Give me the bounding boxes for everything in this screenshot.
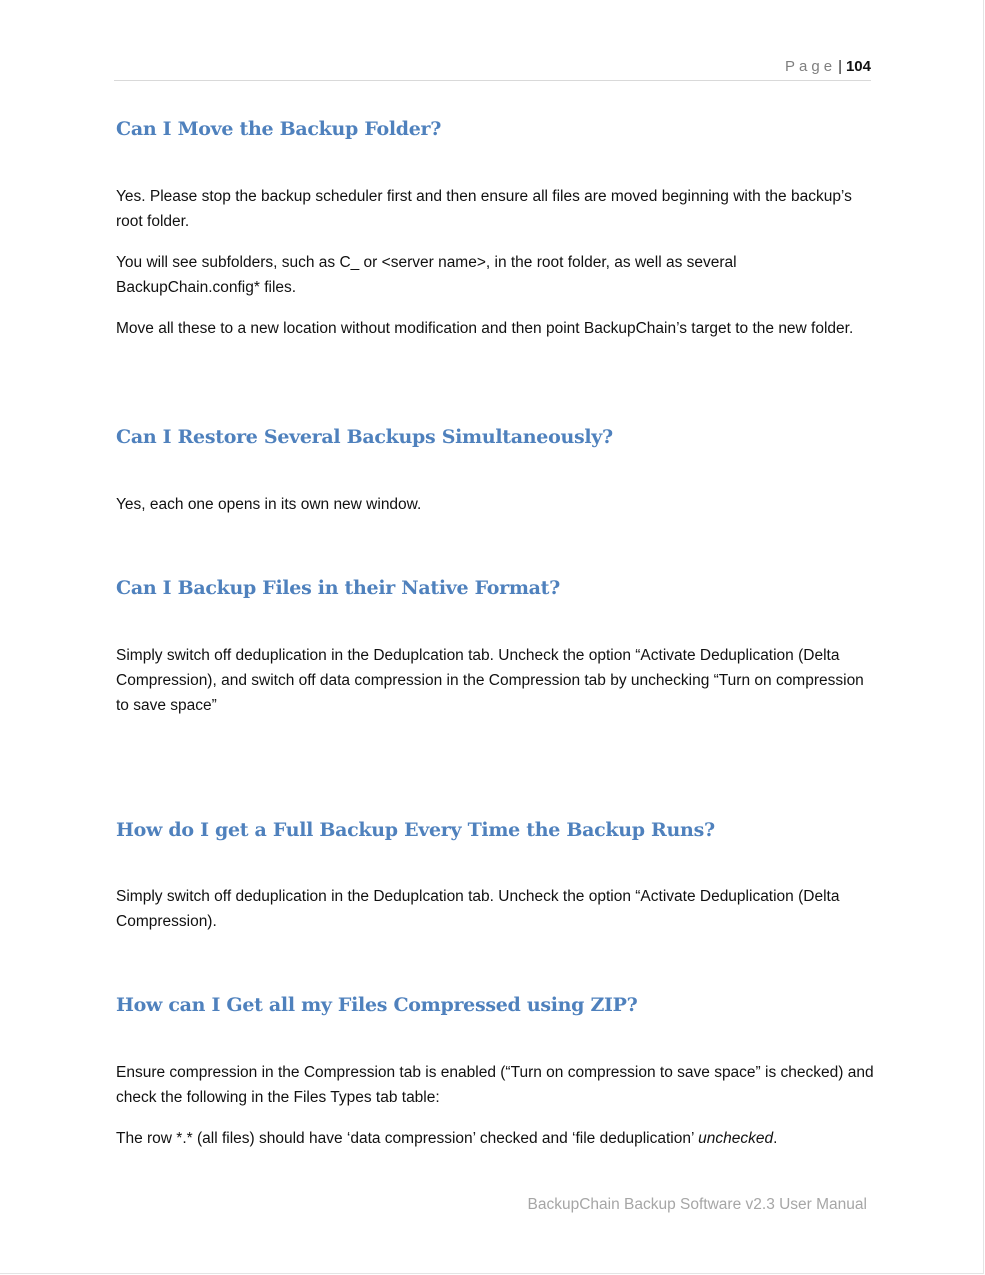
page-separator: | <box>838 58 842 75</box>
paragraph: Simply switch off deduplication in the Deduplcation tab. Uncheck the option “Activate Deduplication (Delta Compression). <box>116 888 840 930</box>
paragraph: Move all these to a new location without modification and then point BackupChain’s target to the new folder. <box>116 320 854 337</box>
paragraph: You will see subfolders, such as C_ or <server name>, in the root folder, as well as several BackupChain.config* files. <box>116 254 737 296</box>
section-heading-move-backup-folder: Can I Move the Backup Folder? <box>116 118 442 140</box>
section-heading-native-format: Can I Backup Files in their Native Format? <box>116 577 560 599</box>
paragraph: Ensure compression in the Compression tab is enabled (“Turn on compression to save space” is checked) and check the following in the Files Types tab table: <box>116 1064 874 1106</box>
paragraph-text: The row *.* (all files) should have ‘data compression’ checked and ‘file deduplication’ <box>116 1130 699 1147</box>
section-heading-restore-several-backups: Can I Restore Several Backups Simultaneously? <box>116 426 613 448</box>
emphasis-text: unchecked <box>698 1130 774 1147</box>
page-header <box>114 58 871 81</box>
paragraph: Yes, each one opens in its own new window. <box>116 496 422 513</box>
paragraph-with-emphasis <box>116 1126 876 1151</box>
emphasis-suffix: . <box>773 1130 778 1147</box>
section-heading-full-backup: How do I get a Full Backup Every Time the Backup Runs? <box>116 819 715 841</box>
paragraph: Yes. Please stop the backup scheduler first and then ensure all files are moved beginning with the backup’s root folder. <box>116 188 852 230</box>
paragraph: Simply switch off deduplication in the Deduplcation tab. Uncheck the option “Activate Deduplication (Delta Compression), and switch off data compression in the Compression tab by unchecking “Turn on compression to save space” <box>116 647 864 714</box>
section-heading-zip-compression: How can I Get all my Files Compressed using ZIP? <box>116 994 638 1016</box>
page-label: Page <box>785 58 837 75</box>
page-footer: BackupChain Backup Software v2.3 User Manual <box>527 1196 867 1213</box>
page-number: 104 <box>845 58 871 75</box>
